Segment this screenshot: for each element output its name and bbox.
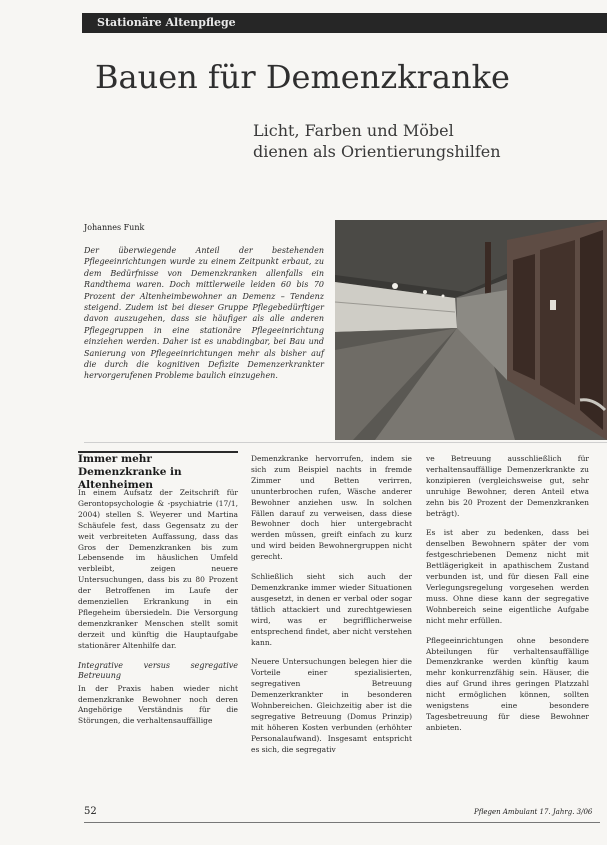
col1-subheading: Integrative versus segregative Betreuung xyxy=(78,660,238,681)
col1-paragraph-1: In einem Aufsatz der Zeitschrift für Gerontopsychologie & -psychiatrie (17/1, 2004) stellen S. Weyerer und Martina Schäufele fest, dass Gegensatz zu der weit verbreiteten Auffassung, dass das Gros der Demenzkranken bis zum Lebensende im häuslichen Umfeld verbleibt, zeigen neuere Untersuchungen, dass bis zu 80 Prozent der Betroffenen im Laufe der demenziellen Erkrankung in ein Pflegeheim übersiedeln. Die Versorgung demenzkranker Menschen stellt somit derzeit und künftig die Hauptaufgabe stationärer Altenhilfe dar. xyxy=(78,488,238,650)
subtitle-line-2: dienen als Orientierungshilfen xyxy=(253,142,501,161)
intro-divider xyxy=(84,442,607,443)
col3-paragraph-3: Pflegeeinrichtungen ohne besondere Abteilungen für verhaltensauffällige Demenzkranke werden künftig kaum mehr konkurrenzfähig sein. Häuser, die dies auf Grund ihres geringen Platzzahl nicht ermöglichen können, sollten wenigstens eine besondere Tagesbetreuung für diese Bewohner anbieten. xyxy=(426,635,589,732)
page-number: 52 xyxy=(84,806,97,817)
column-3 xyxy=(426,454,589,743)
hallway-photo xyxy=(335,220,607,440)
col2-paragraph-1: Demenzkranke hervorrufen, indem sie sich zum Beispiel nachts in fremde Zimmer und Betten verirren, ununterbrochen rufen, Wäsche anderer Bewohner anziehen usw. In solchen Fällen darauf zu verweisen, dass diese Bewohner doch hier untergebracht werden müssen, greift einfach zu kurz und wird beiden Bewohnergruppen nicht gerecht. xyxy=(251,454,412,562)
intro-text: Der überwiegende Anteil der bestehenden Pflegeeinrichtungen wurde zu einem Zeitpunkt erbaut, zu dem Bedürfnisse von Demenzkranken allenfalls ein Randthema waren. Doch mittlerweile leiden 60 bis 70 Prozent der Altenheimbewohner an Demenz – Tendenz steigend. Zudem ist bei dieser Gruppe Pflegebedürftiger davon auszugehen, dass sie häufiger als alle anderen Pflegegruppen in eine stationäre Pflegeeinrichtung einziehen werden. Daher ist es unabdingbar, bei Bau und Sanierung von Pflegeeinrichtungen mehr als bisher auf die durch die kognitiven Defizite Demenzerkrankter hervorgerufenen Probleme baulich einzugehen. xyxy=(84,246,324,381)
journal-footer: Pflegen Ambulant 17. Jahrg. 3/06 xyxy=(474,808,593,816)
col2-paragraph-2: Schließlich sieht sich auch der Demenzkranke immer wieder Situationen ausgesetzt, in denen er verbal oder sogar tätlich attackiert und zurechtgewiesen wird, was er begrifflicherweise entsprechend findet, aber nicht verstehen kann. xyxy=(251,572,412,647)
article-title: Bauen für Demenzkranke xyxy=(95,58,510,96)
col3-paragraph-1: ve Betreuung ausschließlich für verhaltensauffällige Demenzerkrankte zu konzipieren (vergleichsweise gut, sehr unruhige Bewohner, deren Anteil etwa zehn bis 20 Prozent der Demenzkranken beträgt). xyxy=(426,454,589,518)
author-name: Johannes Funk xyxy=(84,223,145,232)
subtitle-line-1: Licht, Farben und Möbel xyxy=(253,121,454,140)
col1-paragraph-2: In der Praxis haben wieder nicht demenzkranke Bewohner noch deren Angehörige Verständnis für die Störungen, die verhaltensauffällige xyxy=(78,683,238,726)
footer-rule xyxy=(84,822,600,823)
col1-heading: Immer mehr Demenzkranke in Altenheimen xyxy=(78,453,182,491)
section-label: Stationäre Altenpflege xyxy=(97,16,236,29)
article-subtitle xyxy=(253,120,501,162)
col2-paragraph-3: Neuere Untersuchungen belegen hier die Vorteile einer spezialisierten, segregativen Betreuung Demenzerkrankter in besonderen Wohnbereichen. Gleichzeitig aber ist die segregative Betreuung (Domus Prinzip) mit höheren Kosten verbunden (erhöhter Personalaufwand). Insgesamt entspricht es sich, die segregativ xyxy=(251,657,412,754)
col1-heading-block xyxy=(78,451,238,491)
column-2 xyxy=(251,454,412,765)
col3-paragraph-2: Es ist aber zu bedenken, dass bei denselben Bewohnern später der vom festgeschriebenen Demenz nicht mit Bettlägerigkeit in apathischem Zustand verbunden ist, und für diesen Fall eine Verlegungsregelung vorgesehen werden muss. Ohne diese kann der segregative Wohnbereich seine eigentliche Aufgabe nicht mehr erfüllen. xyxy=(426,528,589,625)
article-intro xyxy=(84,245,324,382)
column-1 xyxy=(78,488,238,736)
